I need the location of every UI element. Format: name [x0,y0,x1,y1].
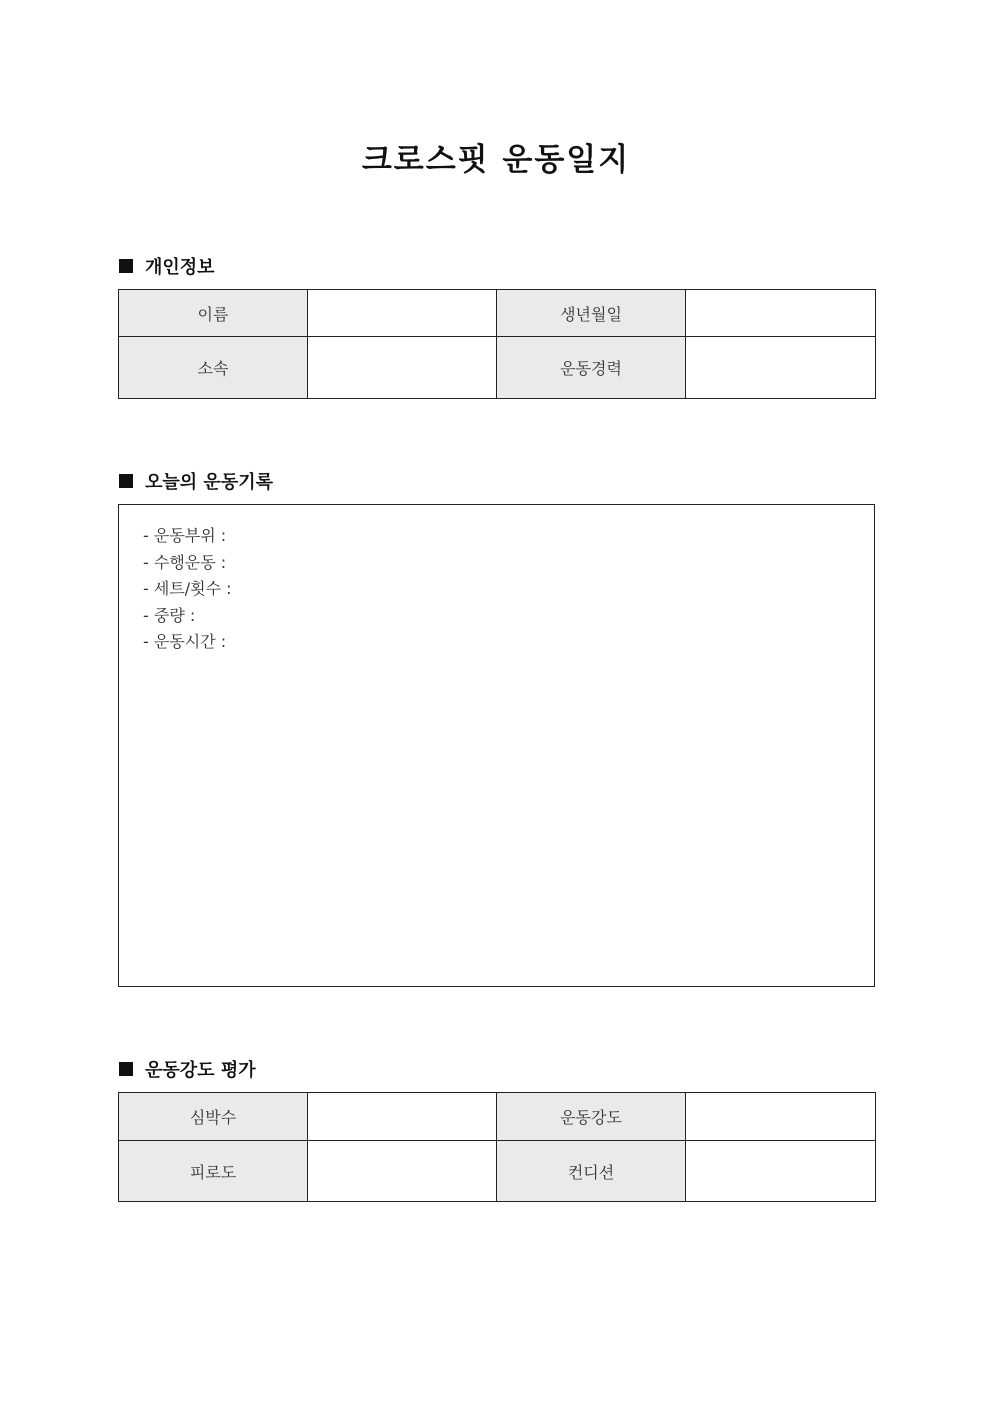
name-field[interactable] [308,290,497,337]
affiliation-field[interactable] [308,337,497,399]
record-item-sets-reps: - 세트/횟수 : [143,579,232,598]
affiliation-label: 소속 [119,337,308,399]
fatigue-field[interactable] [308,1141,497,1202]
square-bullet-icon [119,259,133,273]
personal-info-table [118,289,876,399]
table-row [119,290,876,337]
square-bullet-icon [119,474,133,488]
section-heading-record-label: 오늘의 운동기록 [145,472,273,493]
record-item-duration: - 운동시간 : [143,632,227,651]
experience-label: 운동경력 [497,337,686,399]
birthdate-field[interactable] [686,290,876,337]
section-heading-personal [119,253,215,279]
record-item-weight: - 중량 : [143,605,196,625]
workout-record-box[interactable] [118,504,875,987]
intensity-table [118,1092,876,1202]
heart-rate-label: 심박수 [119,1093,308,1141]
intensity-field[interactable] [686,1093,876,1141]
section-heading-personal-label: 개인정보 [145,257,215,278]
section-heading-intensity [119,1056,256,1082]
section-heading-intensity-label: 운동강도 평가 [145,1060,256,1081]
experience-field[interactable] [686,337,876,399]
section-heading-record [119,468,273,494]
name-label: 이름 [119,290,308,337]
workout-record-list [119,505,874,656]
table-row [119,337,876,399]
condition-label: 컨디션 [497,1141,686,1202]
fatigue-label: 피로도 [119,1141,308,1202]
page-title: 크로스핏 운동일지 [361,142,631,178]
record-item-body-part: - 운동부위 : [143,526,227,545]
birthdate-label: 생년월일 [497,290,686,337]
record-item-exercise: - 수행운동 : [143,552,227,572]
square-bullet-icon [119,1062,133,1076]
table-row [119,1141,876,1202]
heart-rate-field[interactable] [308,1093,497,1141]
condition-field[interactable] [686,1141,876,1202]
table-row [119,1093,876,1141]
intensity-label: 운동강도 [497,1093,686,1141]
